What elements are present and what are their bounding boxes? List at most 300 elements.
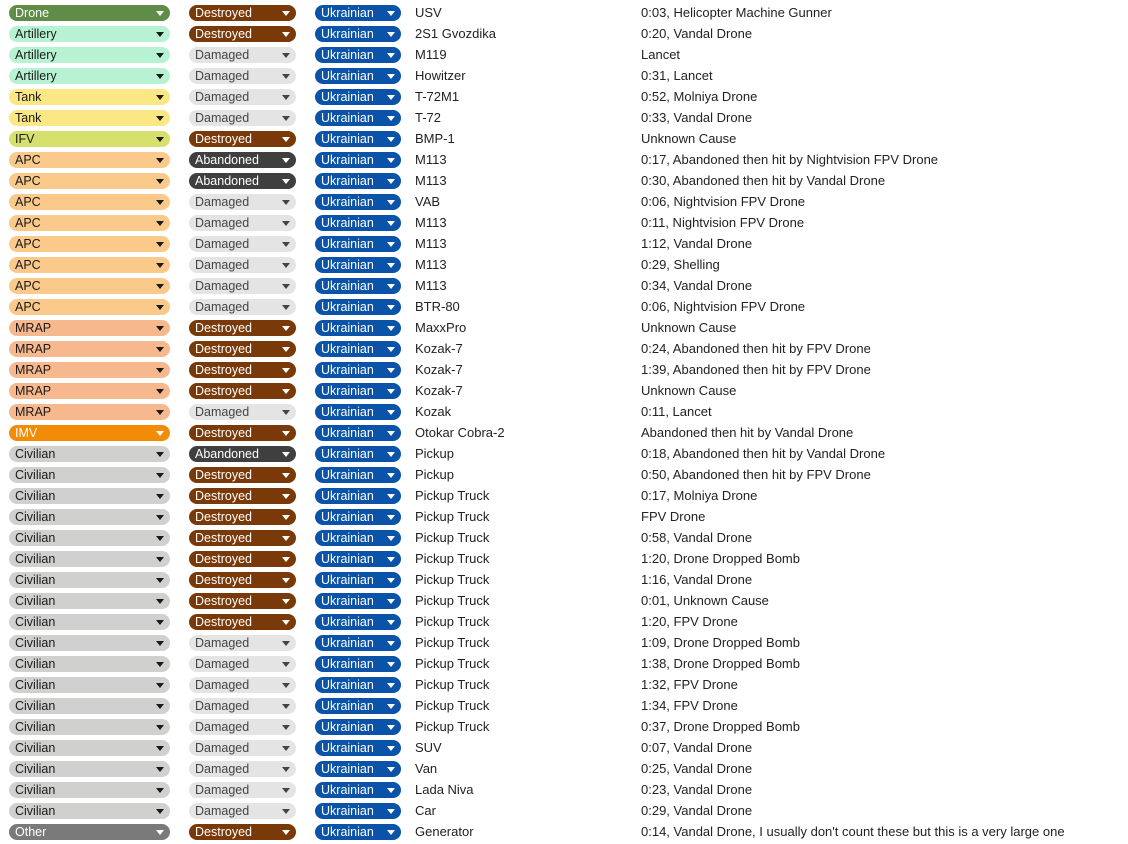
type-dropdown[interactable] xyxy=(9,824,170,840)
country-dropdown[interactable] xyxy=(315,383,401,399)
type-dropdown[interactable] xyxy=(9,257,170,273)
status-dropdown[interactable] xyxy=(189,215,296,231)
status-dropdown-label: Damaged xyxy=(195,69,250,83)
country-dropdown[interactable] xyxy=(315,278,401,294)
note-cell: Unknown Cause xyxy=(641,383,737,398)
status-dropdown[interactable] xyxy=(189,47,296,63)
model-cell: BTR-80 xyxy=(415,299,460,314)
country-dropdown[interactable] xyxy=(315,488,401,504)
type-dropdown-label: Civilian xyxy=(15,489,56,503)
type-dropdown[interactable] xyxy=(9,803,170,819)
status-dropdown[interactable] xyxy=(189,509,296,525)
country-dropdown[interactable] xyxy=(315,593,401,609)
country-dropdown[interactable] xyxy=(315,719,401,735)
table-row xyxy=(0,65,1128,86)
note-cell: 0:17, Abandoned then hit by Nightvision FPV Drone xyxy=(641,152,939,167)
type-dropdown-label: MRAP xyxy=(15,363,52,377)
type-dropdown[interactable] xyxy=(9,383,170,399)
country-dropdown-label: Ukrainian xyxy=(321,132,374,146)
model-cell: Van xyxy=(415,761,438,776)
table-row xyxy=(0,401,1128,422)
type-dropdown[interactable] xyxy=(9,488,170,504)
status-dropdown[interactable] xyxy=(189,68,296,84)
country-dropdown-label: Ukrainian xyxy=(321,195,374,209)
note-cell: 0:20, Vandal Drone xyxy=(641,26,753,41)
status-dropdown[interactable] xyxy=(189,635,296,651)
country-dropdown[interactable] xyxy=(315,824,401,840)
chevron-down-icon xyxy=(156,431,164,436)
status-dropdown[interactable] xyxy=(189,467,296,483)
status-dropdown-label: Destroyed xyxy=(195,384,252,398)
country-dropdown-label: Ukrainian xyxy=(321,6,374,20)
model-cell: Otokar Cobra-2 xyxy=(415,425,505,440)
type-dropdown-label: Artillery xyxy=(15,27,57,41)
country-dropdown[interactable] xyxy=(315,509,401,525)
status-dropdown-label: Damaged xyxy=(195,678,250,692)
status-dropdown-label: Damaged xyxy=(195,783,250,797)
table-row xyxy=(0,737,1128,758)
chevron-down-icon xyxy=(282,725,290,730)
chevron-down-icon xyxy=(156,158,164,163)
chevron-down-icon xyxy=(156,704,164,709)
chevron-down-icon xyxy=(282,389,290,394)
status-dropdown[interactable] xyxy=(189,593,296,609)
chevron-down-icon xyxy=(156,32,164,37)
status-dropdown-label: Damaged xyxy=(195,762,250,776)
model-cell: M113 xyxy=(415,278,447,293)
country-dropdown[interactable] xyxy=(315,320,401,336)
country-dropdown[interactable] xyxy=(315,740,401,756)
model-cell: Pickup Truck xyxy=(415,509,490,524)
chevron-down-icon xyxy=(282,74,290,79)
type-dropdown-label: Civilian xyxy=(15,636,56,650)
chevron-down-icon xyxy=(387,494,395,499)
chevron-down-icon xyxy=(282,95,290,100)
type-dropdown[interactable] xyxy=(9,572,170,588)
model-cell: Kozak-7 xyxy=(415,383,463,398)
status-dropdown-label: Damaged xyxy=(195,720,250,734)
type-dropdown[interactable] xyxy=(9,26,170,42)
chevron-down-icon xyxy=(156,389,164,394)
status-dropdown[interactable] xyxy=(189,5,296,21)
status-dropdown-label: Damaged xyxy=(195,699,250,713)
status-dropdown-label: Damaged xyxy=(195,741,250,755)
country-dropdown[interactable] xyxy=(315,173,401,189)
status-dropdown[interactable] xyxy=(189,677,296,693)
country-dropdown[interactable] xyxy=(315,572,401,588)
type-dropdown[interactable] xyxy=(9,425,170,441)
status-dropdown[interactable] xyxy=(189,131,296,147)
country-dropdown[interactable] xyxy=(315,257,401,273)
model-cell: Pickup Truck xyxy=(415,572,490,587)
type-dropdown-label: Civilian xyxy=(15,804,56,818)
status-dropdown-label: Destroyed xyxy=(195,510,252,524)
note-cell: 0:33, Vandal Drone xyxy=(641,110,753,125)
model-cell: Kozak xyxy=(415,404,452,419)
type-dropdown[interactable] xyxy=(9,782,170,798)
chevron-down-icon xyxy=(387,662,395,667)
type-dropdown-label: APC xyxy=(15,279,41,293)
note-cell: 0:17, Molniya Drone xyxy=(641,488,758,503)
type-dropdown-label: Civilian xyxy=(15,594,56,608)
status-dropdown[interactable] xyxy=(189,425,296,441)
type-dropdown[interactable] xyxy=(9,467,170,483)
table-row xyxy=(0,758,1128,779)
country-dropdown-label: Ukrainian xyxy=(321,678,374,692)
type-dropdown[interactable] xyxy=(9,152,170,168)
country-dropdown[interactable] xyxy=(315,68,401,84)
status-dropdown-label: Damaged xyxy=(195,258,250,272)
table-body xyxy=(0,2,1128,842)
model-cell: T-72M1 xyxy=(415,89,460,104)
model-cell: Pickup Truck xyxy=(415,719,490,734)
note-cell: 0:29, Shelling xyxy=(641,257,720,272)
status-dropdown[interactable] xyxy=(189,383,296,399)
country-dropdown[interactable] xyxy=(315,551,401,567)
chevron-down-icon xyxy=(387,32,395,37)
status-dropdown[interactable] xyxy=(189,110,296,126)
chevron-down-icon xyxy=(387,95,395,100)
type-dropdown[interactable] xyxy=(9,299,170,315)
country-dropdown-label: Ukrainian xyxy=(321,300,374,314)
type-dropdown-label: APC xyxy=(15,195,41,209)
country-dropdown-label: Ukrainian xyxy=(321,657,374,671)
note-cell: Unknown Cause xyxy=(641,320,737,335)
status-dropdown-label: Destroyed xyxy=(195,426,252,440)
type-dropdown[interactable] xyxy=(9,530,170,546)
type-dropdown-label: Civilian xyxy=(15,447,56,461)
model-cell: M113 xyxy=(415,236,447,251)
country-dropdown-label: Ukrainian xyxy=(321,405,374,419)
note-cell: 1:39, Abandoned then hit by FPV Drone xyxy=(641,362,871,377)
chevron-down-icon xyxy=(282,599,290,604)
type-dropdown[interactable] xyxy=(9,173,170,189)
type-dropdown-label: Civilian xyxy=(15,510,56,524)
type-dropdown[interactable] xyxy=(9,320,170,336)
note-cell: 0:01, Unknown Cause xyxy=(641,593,769,608)
status-dropdown[interactable] xyxy=(189,761,296,777)
status-dropdown[interactable] xyxy=(189,194,296,210)
chevron-down-icon xyxy=(156,494,164,499)
note-cell: 1:34, FPV Drone xyxy=(641,698,738,713)
model-cell: M113 xyxy=(415,152,447,167)
chevron-down-icon xyxy=(387,74,395,79)
chevron-down-icon xyxy=(282,11,290,16)
chevron-down-icon xyxy=(387,557,395,562)
status-dropdown[interactable] xyxy=(189,551,296,567)
chevron-down-icon xyxy=(282,746,290,751)
chevron-down-icon xyxy=(282,200,290,205)
chevron-down-icon xyxy=(156,746,164,751)
model-cell: VAB xyxy=(415,194,441,209)
chevron-down-icon xyxy=(156,725,164,730)
note-cell: 0:25, Vandal Drone xyxy=(641,761,753,776)
note-cell: 0:07, Vandal Drone xyxy=(641,740,753,755)
type-dropdown[interactable] xyxy=(9,677,170,693)
chevron-down-icon xyxy=(282,536,290,541)
status-dropdown[interactable] xyxy=(189,656,296,672)
chevron-down-icon xyxy=(156,515,164,520)
country-dropdown-label: Ukrainian xyxy=(321,342,374,356)
country-dropdown[interactable] xyxy=(315,47,401,63)
note-cell: 0:03, Helicopter Machine Gunner xyxy=(641,5,832,20)
model-cell: Car xyxy=(415,803,436,818)
chevron-down-icon xyxy=(387,515,395,520)
type-dropdown[interactable] xyxy=(9,719,170,735)
type-dropdown[interactable] xyxy=(9,698,170,714)
note-cell: 0:06, Nightvision FPV Drone xyxy=(641,299,806,314)
chevron-down-icon xyxy=(156,305,164,310)
country-dropdown[interactable] xyxy=(315,236,401,252)
country-dropdown[interactable] xyxy=(315,761,401,777)
note-cell: 0:23, Vandal Drone xyxy=(641,782,753,797)
status-dropdown[interactable] xyxy=(189,404,296,420)
type-dropdown[interactable] xyxy=(9,404,170,420)
type-dropdown-label: Civilian xyxy=(15,615,56,629)
chevron-down-icon xyxy=(282,158,290,163)
country-dropdown[interactable] xyxy=(315,635,401,651)
country-dropdown[interactable] xyxy=(315,803,401,819)
type-dropdown-label: APC xyxy=(15,300,41,314)
status-dropdown[interactable] xyxy=(189,320,296,336)
status-dropdown[interactable] xyxy=(189,299,296,315)
chevron-down-icon xyxy=(387,263,395,268)
country-dropdown-label: Ukrainian xyxy=(321,258,374,272)
chevron-down-icon xyxy=(156,452,164,457)
status-dropdown-label: Destroyed xyxy=(195,27,252,41)
type-dropdown-label: MRAP xyxy=(15,321,52,335)
chevron-down-icon xyxy=(282,620,290,625)
status-dropdown-label: Destroyed xyxy=(195,552,252,566)
note-cell: 0:06, Nightvision FPV Drone xyxy=(641,194,806,209)
country-dropdown[interactable] xyxy=(315,299,401,315)
table-row xyxy=(0,149,1128,170)
country-dropdown[interactable] xyxy=(315,698,401,714)
status-dropdown[interactable] xyxy=(189,614,296,630)
country-dropdown-label: Ukrainian xyxy=(321,573,374,587)
country-dropdown[interactable] xyxy=(315,404,401,420)
status-dropdown[interactable] xyxy=(189,236,296,252)
status-dropdown-label: Destroyed xyxy=(195,615,252,629)
chevron-down-icon xyxy=(387,347,395,352)
status-dropdown[interactable] xyxy=(189,89,296,105)
status-dropdown[interactable] xyxy=(189,740,296,756)
country-dropdown[interactable] xyxy=(315,110,401,126)
status-dropdown-label: Destroyed xyxy=(195,531,252,545)
table-row xyxy=(0,821,1128,842)
type-dropdown[interactable] xyxy=(9,362,170,378)
country-dropdown[interactable] xyxy=(315,782,401,798)
chevron-down-icon xyxy=(282,368,290,373)
type-dropdown-label: Tank xyxy=(15,111,42,125)
chevron-down-icon xyxy=(387,599,395,604)
country-dropdown[interactable] xyxy=(315,467,401,483)
status-dropdown[interactable] xyxy=(189,572,296,588)
model-cell: Kozak-7 xyxy=(415,341,463,356)
status-dropdown[interactable] xyxy=(189,173,296,189)
country-dropdown[interactable] xyxy=(315,425,401,441)
status-dropdown[interactable] xyxy=(189,278,296,294)
country-dropdown-label: Ukrainian xyxy=(321,510,374,524)
note-cell: Unknown Cause xyxy=(641,131,737,146)
status-dropdown-label: Damaged xyxy=(195,804,250,818)
table-row xyxy=(0,590,1128,611)
table-row xyxy=(0,716,1128,737)
type-dropdown[interactable] xyxy=(9,656,170,672)
type-dropdown-label: MRAP xyxy=(15,342,52,356)
type-dropdown[interactable] xyxy=(9,68,170,84)
model-cell: 2S1 Gvozdika xyxy=(415,26,496,41)
status-dropdown[interactable] xyxy=(189,152,296,168)
country-dropdown[interactable] xyxy=(315,152,401,168)
country-dropdown[interactable] xyxy=(315,215,401,231)
status-dropdown[interactable] xyxy=(189,26,296,42)
type-dropdown[interactable] xyxy=(9,5,170,21)
country-dropdown-label: Ukrainian xyxy=(321,321,374,335)
type-dropdown[interactable] xyxy=(9,614,170,630)
chevron-down-icon xyxy=(156,179,164,184)
status-dropdown-label: Damaged xyxy=(195,48,250,62)
model-cell: BMP-1 xyxy=(415,131,455,146)
chevron-down-icon xyxy=(156,242,164,247)
table-row xyxy=(0,779,1128,800)
chevron-down-icon xyxy=(156,557,164,562)
country-dropdown[interactable] xyxy=(315,194,401,210)
model-cell: M113 xyxy=(415,215,447,230)
type-dropdown[interactable] xyxy=(9,593,170,609)
chevron-down-icon xyxy=(282,326,290,331)
type-dropdown[interactable] xyxy=(9,509,170,525)
status-dropdown[interactable] xyxy=(189,782,296,798)
status-dropdown[interactable] xyxy=(189,257,296,273)
chevron-down-icon xyxy=(156,11,164,16)
type-dropdown[interactable] xyxy=(9,341,170,357)
note-cell: Abandoned then hit by Vandal Drone xyxy=(641,425,854,440)
type-dropdown[interactable] xyxy=(9,236,170,252)
country-dropdown[interactable] xyxy=(315,26,401,42)
chevron-down-icon xyxy=(282,704,290,709)
country-dropdown[interactable] xyxy=(315,362,401,378)
type-dropdown-label: APC xyxy=(15,216,41,230)
type-dropdown[interactable] xyxy=(9,110,170,126)
note-cell: 1:20, Drone Dropped Bomb xyxy=(641,551,800,566)
chevron-down-icon xyxy=(282,116,290,121)
chevron-down-icon xyxy=(156,200,164,205)
model-cell: Howitzer xyxy=(415,68,466,83)
type-dropdown-label: Other xyxy=(15,825,47,839)
type-dropdown[interactable] xyxy=(9,131,170,147)
type-dropdown[interactable] xyxy=(9,740,170,756)
country-dropdown-label: Ukrainian xyxy=(321,174,374,188)
chevron-down-icon xyxy=(282,32,290,37)
type-dropdown[interactable] xyxy=(9,635,170,651)
status-dropdown[interactable] xyxy=(189,803,296,819)
status-dropdown-label: Damaged xyxy=(195,111,250,125)
chevron-down-icon xyxy=(282,347,290,352)
chevron-down-icon xyxy=(387,809,395,814)
status-dropdown[interactable] xyxy=(189,698,296,714)
status-dropdown[interactable] xyxy=(189,530,296,546)
chevron-down-icon xyxy=(282,410,290,415)
country-dropdown[interactable] xyxy=(315,5,401,21)
type-dropdown[interactable] xyxy=(9,47,170,63)
type-dropdown[interactable] xyxy=(9,194,170,210)
country-dropdown-label: Ukrainian xyxy=(321,489,374,503)
note-cell: 1:16, Vandal Drone xyxy=(641,572,753,587)
table-row xyxy=(0,380,1128,401)
status-dropdown[interactable] xyxy=(189,488,296,504)
table-row xyxy=(0,506,1128,527)
type-dropdown[interactable] xyxy=(9,551,170,567)
type-dropdown-label: MRAP xyxy=(15,384,52,398)
type-dropdown-label: Civilian xyxy=(15,783,56,797)
model-cell: Pickup Truck xyxy=(415,698,490,713)
table-row xyxy=(0,275,1128,296)
country-dropdown[interactable] xyxy=(315,89,401,105)
chevron-down-icon xyxy=(156,683,164,688)
country-dropdown[interactable] xyxy=(315,656,401,672)
chevron-down-icon xyxy=(387,389,395,394)
status-dropdown[interactable] xyxy=(189,341,296,357)
type-dropdown[interactable] xyxy=(9,761,170,777)
status-dropdown[interactable] xyxy=(189,362,296,378)
note-cell: FPV Drone xyxy=(641,509,706,524)
chevron-down-icon xyxy=(156,368,164,373)
model-cell: T-72 xyxy=(415,110,442,125)
chevron-down-icon xyxy=(387,683,395,688)
type-dropdown[interactable] xyxy=(9,215,170,231)
country-dropdown-label: Ukrainian xyxy=(321,783,374,797)
type-dropdown[interactable] xyxy=(9,446,170,462)
type-dropdown-label: IMV xyxy=(15,426,38,440)
status-dropdown[interactable] xyxy=(189,446,296,462)
country-dropdown[interactable] xyxy=(315,131,401,147)
chevron-down-icon xyxy=(387,410,395,415)
type-dropdown[interactable] xyxy=(9,89,170,105)
note-cell: 0:14, Vandal Drone, I usually don't count these but this is a very large one xyxy=(641,824,1065,839)
model-cell: M113 xyxy=(415,173,447,188)
table-row xyxy=(0,569,1128,590)
chevron-down-icon xyxy=(156,473,164,478)
type-dropdown[interactable] xyxy=(9,278,170,294)
chevron-down-icon xyxy=(282,473,290,478)
chevron-down-icon xyxy=(282,137,290,142)
country-dropdown-label: Ukrainian xyxy=(321,699,374,713)
country-dropdown[interactable] xyxy=(315,677,401,693)
status-dropdown[interactable] xyxy=(189,824,296,840)
note-cell: 0:31, Lancet xyxy=(641,68,713,83)
type-dropdown-label: Civilian xyxy=(15,741,56,755)
status-dropdown-label: Destroyed xyxy=(195,342,252,356)
type-dropdown-label: MRAP xyxy=(15,405,52,419)
type-dropdown-label: Civilian xyxy=(15,552,56,566)
country-dropdown[interactable] xyxy=(315,614,401,630)
type-dropdown-label: Civilian xyxy=(15,720,56,734)
country-dropdown[interactable] xyxy=(315,341,401,357)
chevron-down-icon xyxy=(282,809,290,814)
status-dropdown[interactable] xyxy=(189,719,296,735)
note-cell: 1:12, Vandal Drone xyxy=(641,236,753,251)
chevron-down-icon xyxy=(282,515,290,520)
status-dropdown-label: Damaged xyxy=(195,90,250,104)
country-dropdown[interactable] xyxy=(315,530,401,546)
chevron-down-icon xyxy=(282,53,290,58)
note-cell: 0:11, Nightvision FPV Drone xyxy=(641,215,805,230)
chevron-down-icon xyxy=(387,137,395,142)
table-row xyxy=(0,2,1128,23)
model-cell: Generator xyxy=(415,824,474,839)
country-dropdown[interactable] xyxy=(315,446,401,462)
